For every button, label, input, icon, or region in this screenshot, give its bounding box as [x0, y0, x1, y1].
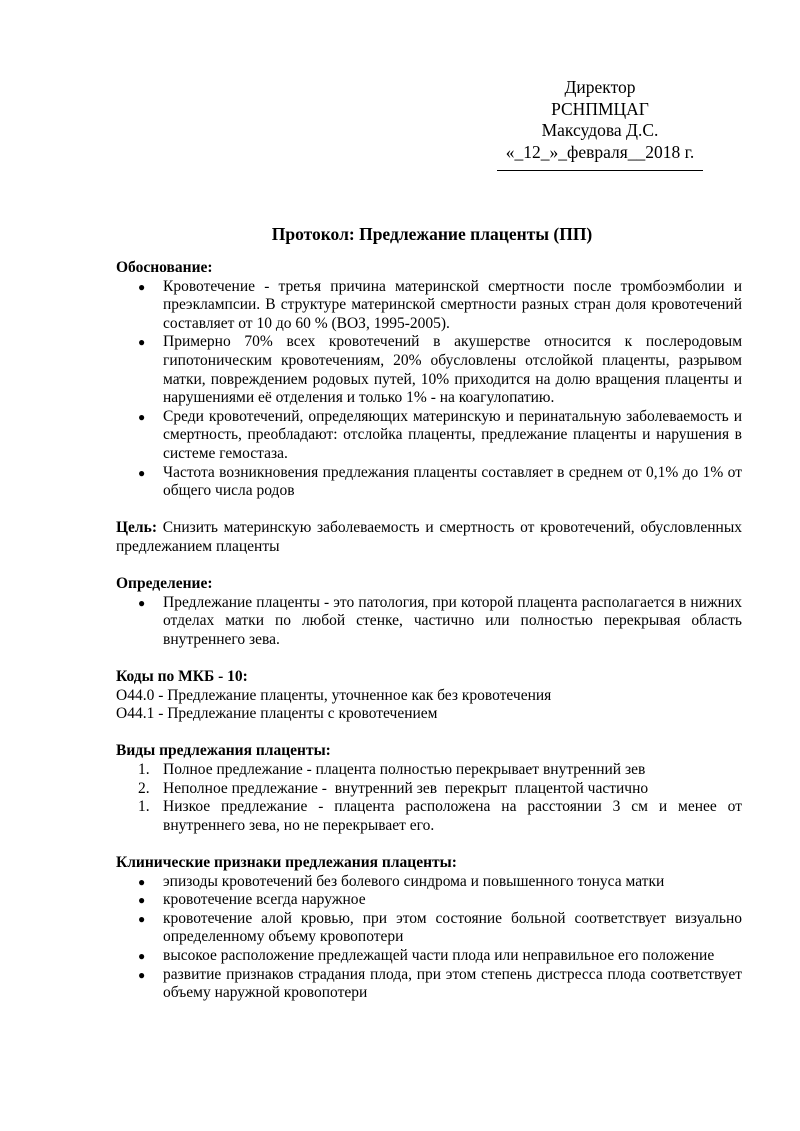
- approval-date: «_12_»_февраля__2018 г.: [505, 141, 695, 162]
- page-title: Протокол: Предлежание плаценты (ПП): [271, 224, 593, 244]
- list-item-text: кровотечение всегда наружное: [163, 891, 366, 909]
- list-number: 1.: [138, 798, 150, 816]
- approval-name: Максудова Д.С.: [541, 120, 659, 141]
- icd-code-line: О44.1 - Предлежание плаценты с кровотечением: [116, 705, 438, 723]
- list-item-text: Неполное предлежание - внутренний зев перекрыт плацентой частично: [163, 779, 649, 797]
- list-item-text: эпизоды кровотечений без болевого синдрома и повышенного тонуса матки: [163, 872, 665, 890]
- types-heading: Виды предлежания плаценты:: [116, 742, 331, 760]
- spacer: [116, 835, 742, 854]
- definition-list: [116, 594, 742, 650]
- rationale-heading: Обоснование:: [116, 259, 213, 276]
- spacer: [116, 501, 742, 520]
- list-item: [116, 408, 742, 464]
- spacer: [116, 649, 742, 668]
- types-list: [116, 761, 742, 835]
- goal-heading: Цель:: [116, 519, 157, 537]
- goal-paragraph: [116, 519, 742, 556]
- list-item-text: Среди кровотечений, определяющих материнскую и перинатальную заболеваемость и смертность, преобладают: отслойка плаценты, предлежание плаценты и нарушения в системе гемостаза.: [163, 407, 742, 462]
- goal-text: Снизить материнскую заболеваемость и смертность от кровотечений, обусловленных предлежанием плаценты: [116, 519, 742, 555]
- bullet-dot-icon: ●: [138, 948, 146, 963]
- definition-heading: Определение:: [116, 575, 213, 593]
- signature-line: [497, 170, 703, 171]
- list-item: [116, 594, 742, 650]
- list-item: [116, 333, 742, 407]
- bullet-dot-icon: ●: [138, 595, 146, 610]
- bullet-dot-icon: ●: [138, 911, 146, 926]
- bullet-dot-icon: ●: [138, 335, 146, 350]
- list-item: [116, 891, 742, 910]
- bullet-dot-icon: ●: [138, 874, 146, 889]
- icd-code-line: О44.0 - Предлежание плаценты, уточненное как без кровотечения: [116, 686, 552, 704]
- list-item-text: высокое расположение предлежащей части плода или неправильное его положение: [163, 946, 715, 964]
- list-item-text: Предлежание плаценты - это патология, при которой плацента располагается в нижних отделах матки по любой стенке, частично или полностью перекрывая область внутреннего зева.: [163, 593, 742, 648]
- list-item: [116, 947, 742, 966]
- list-item: [116, 873, 742, 892]
- approval-role: Директор: [564, 77, 636, 97]
- list-item-text: кровотечение алой кровью, при этом состояние больной соответствует визуально определенному объему кровопотери: [163, 909, 742, 946]
- list-item: [116, 910, 742, 947]
- list-item: [116, 780, 742, 799]
- list-item-text: Полное предлежание - плацента полностью перекрывает внутренний зев: [163, 761, 646, 779]
- signs-heading: Клинические признаки предлежания плаценты:: [116, 854, 457, 871]
- signs-list: [116, 873, 742, 1003]
- list-item-text: Низкое предлежание - плацента расположена на расстоянии 3 см и менее от внутреннего зева, но не перекрывает его.: [163, 798, 742, 834]
- list-item: [116, 798, 742, 835]
- bullet-dot-icon: ●: [138, 279, 146, 294]
- approval-block: [496, 77, 704, 171]
- icd-heading: Коды по МКБ - 10:: [116, 668, 248, 686]
- list-item: [116, 464, 742, 501]
- list-item: [116, 761, 742, 780]
- approval-organization: РСНПМЦАГ: [551, 98, 649, 119]
- list-number: 1.: [138, 761, 150, 779]
- spacer: [116, 724, 742, 743]
- list-item-text: развитие признаков страдания плода, при этом степень дистресса плода соответствует объему наружной кровопотери: [163, 965, 742, 1002]
- spacer: [116, 557, 742, 576]
- bullet-dot-icon: ●: [138, 465, 146, 480]
- bullet-dot-icon: ●: [138, 893, 146, 908]
- list-item: [116, 278, 742, 334]
- list-item-text: Кровотечение - третья причина материнской смертности после тромбоэмболии и преэклампсии. В структуре материнской смертности разных стран доля кровотечений составляет от 10 до 60 % (ВОЗ, 1995-2005).: [163, 277, 742, 332]
- bullet-dot-icon: ●: [138, 967, 146, 982]
- bullet-dot-icon: ●: [138, 409, 146, 424]
- document-body: [116, 223, 742, 1003]
- list-number: 2.: [138, 779, 150, 797]
- rationale-list: [116, 278, 742, 501]
- list-item-text: Частота возникновения предлежания плаценты составляет в среднем от 0,1% до 1% от общего числа родов: [163, 463, 742, 500]
- list-item: [116, 966, 742, 1003]
- list-item-text: Примерно 70% всех кровотечений в акушерстве относится к послеродовым гипотоническим кровотечениям, 20% обусловлены отслойкой плаценты, разрывом матки, повреждением родовых путей, 10% приходится на долю вращения плаценты и нарушениями её отделения и только 1% - на коагулопатию.: [163, 333, 742, 407]
